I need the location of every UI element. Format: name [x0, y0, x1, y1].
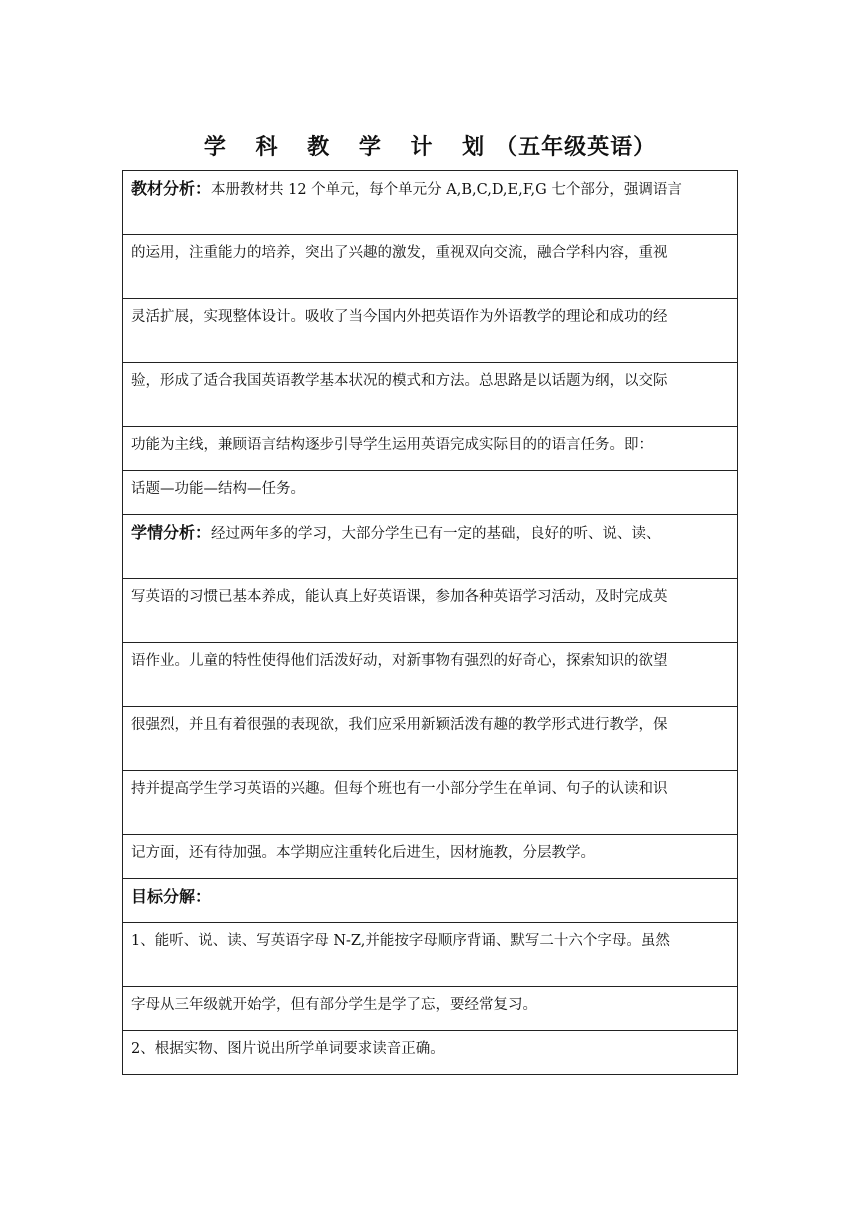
table-row: [123, 879, 738, 923]
table-cell: [123, 835, 738, 879]
cell-text: 1、能听、说、读、写英语字母 N-Z,并能按字母顺序背诵、默写二十六个字母。虽然: [131, 933, 670, 949]
table-cell: [123, 1031, 738, 1075]
table-cell: [123, 515, 738, 579]
cell-text: 写英语的习惯已基本养成，能认真上好英语课，参加各种英语学习活动，及时完成英: [131, 589, 668, 605]
cell-text: 话题—功能—结构—任务。: [131, 481, 305, 497]
plan-table: [122, 170, 738, 1075]
table-cell: [123, 771, 738, 835]
cell-text: 经过两年多的学习，大部分学生已有一定的基础，良好的听、说、读、: [211, 526, 661, 542]
table-row: [123, 1031, 738, 1075]
table-cell: [123, 171, 738, 235]
table-row: [123, 471, 738, 515]
table-row: [123, 363, 738, 427]
table-row: [123, 987, 738, 1031]
table-cell: [123, 427, 738, 471]
table-cell: [123, 299, 738, 363]
cell-text: 语作业。儿童的特性使得他们活泼好动，对新事物有强烈的好奇心，探索知识的欲望: [131, 653, 668, 669]
table-row: [123, 235, 738, 299]
table-row: [123, 579, 738, 643]
cell-text: 验，形成了适合我国英语教学基本状况的模式和方法。总思路是以话题为纲，以交际: [131, 373, 668, 389]
table-row: [123, 515, 738, 579]
table-row: [123, 427, 738, 471]
table-row: [123, 643, 738, 707]
cell-text: 功能为主线，兼顾语言结构逐步引导学生运用英语完成实际目的的语言任务。即：: [131, 437, 653, 453]
cell-text: 2、根据实物、图片说出所学单词要求读音正确。: [131, 1041, 445, 1057]
title-suffix: （五年级英语）: [495, 135, 657, 160]
table-row: [123, 835, 738, 879]
table-row: [123, 707, 738, 771]
table-cell: [123, 363, 738, 427]
table-cell: [123, 707, 738, 771]
table-cell: [123, 879, 738, 923]
table-row: [123, 171, 738, 235]
cell-text: 很强烈，并且有着很强的表现欲，我们应采用新颖活泼有趣的教学形式进行教学，保: [131, 717, 668, 733]
table-row: [123, 299, 738, 363]
table-row: [123, 923, 738, 987]
table-cell: [123, 579, 738, 643]
cell-text: 持并提高学生学习英语的兴趣。但每个班也有一小部分学生在单词、句子的认读和识: [131, 781, 668, 797]
section-label-student-analysis: 学情分析：: [131, 523, 212, 542]
table-cell: [123, 987, 738, 1031]
table-cell: [123, 235, 738, 299]
cell-text: 灵活扩展，实现整体设计。吸收了当今国内外把英语作为外语教学的理论和成功的经: [131, 309, 668, 325]
cell-text: 的运用，注重能力的培养，突出了兴趣的激发，重视双向交流，融合学科内容，重视: [131, 245, 668, 261]
table-cell: [123, 923, 738, 987]
cell-text: 本册教材共 12 个单元，每个单元分 A,B,C,D,E,F,G 七个部分，强调语言: [211, 182, 682, 198]
table-cell: [123, 471, 738, 515]
document-title: [0, 130, 860, 161]
table-row: [123, 771, 738, 835]
table-cell: [123, 643, 738, 707]
cell-text: 字母从三年级就开始学，但有部分学生是学了忘，要经常复习。: [131, 997, 537, 1013]
cell-text: 记方面，还有待加强。本学期应注重转化后进生，因材施教，分层教学。: [131, 845, 595, 861]
title-main: 学 科 教 学 计 划: [203, 135, 496, 160]
section-label-goal-breakdown: 目标分解：: [131, 887, 212, 906]
section-label-textbook-analysis: 教材分析：: [131, 179, 212, 198]
